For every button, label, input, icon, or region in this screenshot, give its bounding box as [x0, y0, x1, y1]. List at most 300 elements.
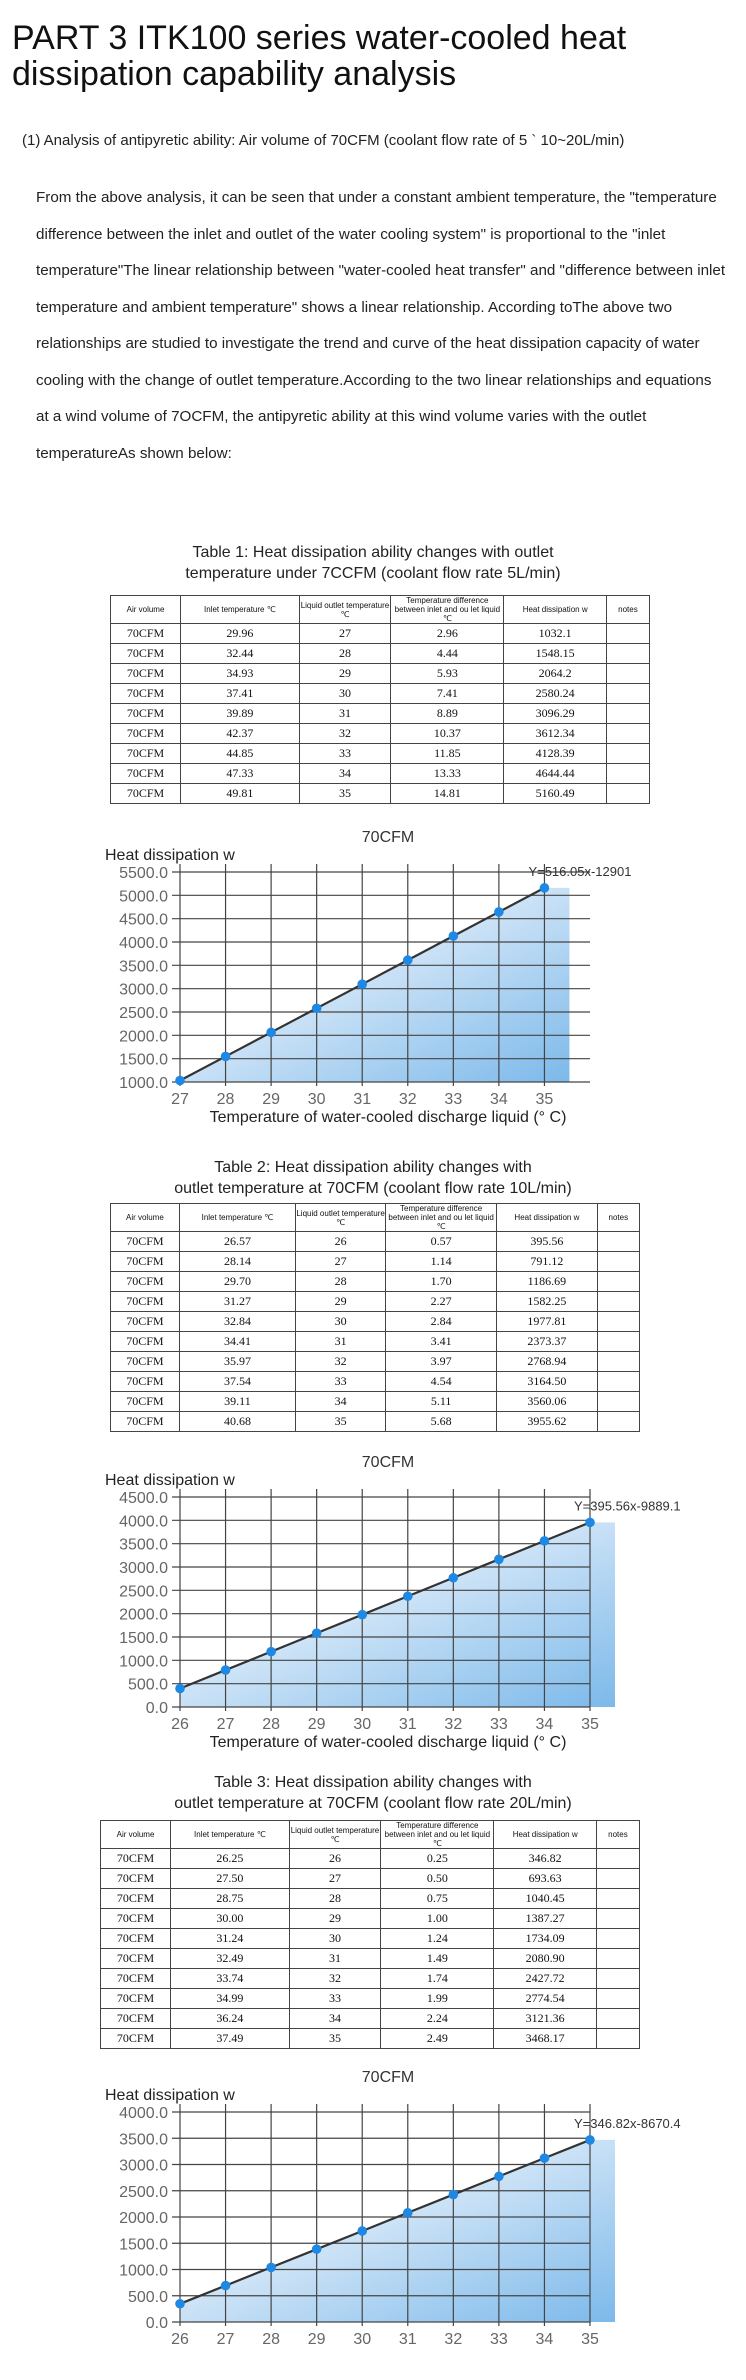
table-row [111, 664, 650, 684]
table-cell: 1.70 [386, 1272, 497, 1292]
table-row [111, 1232, 640, 1252]
table-cell [596, 2029, 639, 2049]
table-cell: 34.99 [171, 1989, 290, 2009]
table-1 [110, 595, 650, 804]
y-tick-label: 3000.0 [119, 981, 168, 999]
table-cell: 31.24 [171, 1929, 290, 1949]
chart-title: 70CFM [361, 829, 415, 846]
table-cell: 346.82 [494, 1849, 596, 1869]
table-cell: 1977.81 [497, 1312, 598, 1332]
table-cell: 29.70 [179, 1272, 295, 1292]
table-2-caption-line2: outlet temperature at 70CFM (coolant flow rate 10L/min) [174, 1180, 572, 1197]
data-point [266, 1028, 276, 1038]
y-tick-label: 2000.0 [119, 1606, 168, 1624]
table-1-caption-line2: temperature under 7CCFM (coolant flow rate 5L/min) [185, 565, 561, 582]
table-cell: 3.41 [386, 1332, 497, 1352]
table-cell: 0.75 [381, 1889, 494, 1909]
table-cell: 3121.36 [494, 2009, 596, 2029]
table-cell: 1.99 [381, 1989, 494, 2009]
table-cell: 2.24 [381, 2009, 494, 2029]
table-cell: 4.54 [386, 1372, 497, 1392]
table-cell: 29.96 [181, 624, 300, 644]
x-tick-label: 28 [216, 1091, 235, 1108]
table-cell [596, 1909, 639, 1929]
table-cell: 3096.29 [504, 704, 606, 724]
header-inlet-temperature: Inlet temperature ℃ [181, 596, 300, 624]
table-cell: 70CFM [111, 744, 181, 764]
chart-area-fill [180, 888, 569, 1082]
data-point [266, 1647, 276, 1657]
data-point [175, 1076, 185, 1086]
table-cell [596, 1929, 639, 1949]
table-cell: 33 [289, 1989, 381, 2009]
chart-area-fill [180, 2140, 615, 2322]
y-tick-label: 3000.0 [119, 2157, 168, 2175]
table-cell: 32.44 [181, 644, 300, 664]
table-cell: 0.50 [381, 1869, 494, 1889]
table-cell: 1032.1 [504, 624, 606, 644]
y-tick-label: 3000.0 [119, 1560, 168, 1577]
table-cell: 1387.27 [494, 1909, 596, 1929]
table-cell [597, 1372, 639, 1392]
table-cell: 70CFM [101, 1989, 171, 2009]
data-point [175, 1684, 185, 1694]
table-cell: 28.75 [171, 1889, 290, 1909]
x-tick-label: 31 [353, 1091, 372, 1108]
table-cell: 30 [289, 1929, 381, 1949]
table-row [111, 1292, 640, 1312]
table-1-caption-line1: Table 1: Heat dissipation ability changes with outlet [192, 544, 554, 561]
data-point [449, 2190, 459, 2200]
table-cell: 70CFM [111, 1232, 180, 1252]
table-cell [597, 1352, 639, 1372]
table-cell: 1.49 [381, 1949, 494, 1969]
header-temperature-difference: Temperature difference between inlet and ou let liquid ℃ [386, 1204, 497, 1232]
chart-title: 70CFM [361, 1454, 415, 1471]
y-tick-label: 3500.0 [119, 958, 168, 976]
table-cell: 29 [296, 1292, 386, 1312]
table-cell: 11.85 [391, 744, 504, 764]
table-cell [596, 1869, 639, 1889]
data-point [403, 955, 413, 965]
table-cell [597, 1232, 639, 1252]
table-cell: 1.00 [381, 1909, 494, 1929]
table-cell: 3.97 [386, 1352, 497, 1372]
table-cell [597, 1272, 639, 1292]
table-cell: 70CFM [111, 1332, 180, 1352]
x-tick-label: 35 [535, 1091, 554, 1108]
table-cell: 42.37 [181, 724, 300, 744]
header-air-volume: Air volume [111, 596, 181, 624]
table-row [101, 1989, 640, 2009]
table-cell: 791.12 [497, 1252, 598, 1272]
y-tick-label: 5000.0 [119, 888, 168, 906]
table-cell: 37.41 [181, 684, 300, 704]
x-tick-label: 31 [398, 1716, 417, 1733]
table-cell: 0.25 [381, 1849, 494, 1869]
y-tick-label: 4500.0 [119, 911, 168, 929]
table-3-caption-line1: Table 3: Heat dissipation ability changes with [214, 1774, 532, 1791]
table-cell: 70CFM [101, 1969, 171, 1989]
table-cell [597, 1412, 639, 1432]
table-cell: 70CFM [111, 644, 181, 664]
table-3-caption-line2: outlet temperature at 70CFM (coolant flow rate 20L/min) [174, 1795, 572, 1812]
table-cell: 35 [299, 784, 391, 804]
header-outlet-temperature: Liquid outlet temperature ℃ [289, 1821, 381, 1849]
x-tick-label: 32 [444, 1716, 463, 1733]
table-cell: 14.81 [391, 784, 504, 804]
table-cell: 28.14 [179, 1252, 295, 1272]
table-cell [597, 1292, 639, 1312]
x-tick-label: 26 [171, 1716, 189, 1733]
table-cell: 32 [289, 1969, 381, 1989]
section-subtitle: (1) Analysis of antipyretic ability: Air volume of 70CFM (coolant flow rate of 5 ` 10~20L/min) [22, 132, 625, 149]
table-cell: 30 [296, 1312, 386, 1332]
table-cell: 70CFM [111, 1392, 180, 1412]
table-cell [606, 644, 649, 664]
table-3 [100, 1820, 640, 2049]
table-cell: 1.24 [381, 1929, 494, 1949]
y-tick-label: 4000.0 [119, 1513, 168, 1531]
table-row [111, 1312, 640, 1332]
table-2-caption-line1: Table 2: Heat dissipation ability changes with [214, 1159, 532, 1176]
data-point [494, 907, 504, 917]
table-row [111, 784, 650, 804]
table-cell: 70CFM [111, 784, 181, 804]
data-point [540, 2153, 550, 2163]
data-point [585, 2135, 595, 2145]
y-tick-label: 1000.0 [119, 2262, 168, 2280]
table-cell: 2.84 [386, 1312, 497, 1332]
table-row [101, 1869, 640, 1889]
data-point [221, 2281, 231, 2291]
table-cell: 33.74 [171, 1969, 290, 1989]
x-tick-label: 32 [398, 1091, 417, 1108]
header-inlet-temperature: Inlet temperature ℃ [179, 1204, 295, 1232]
table-cell: 32.49 [171, 1949, 290, 1969]
y-tick-label: 0.0 [145, 2315, 168, 2332]
y-tick-label: 1500.0 [119, 1051, 168, 1069]
header-air-volume: Air volume [101, 1821, 171, 1849]
table-cell: 8.89 [391, 704, 504, 724]
table-cell: 31.27 [179, 1292, 295, 1312]
table-cell: 32 [296, 1352, 386, 1372]
y-tick-label: 1000.0 [119, 1075, 168, 1092]
header-outlet-temperature: Liquid outlet temperature ℃ [299, 596, 391, 624]
data-point [403, 2208, 413, 2218]
x-tick-label: 27 [171, 1091, 189, 1108]
table-cell: 29 [299, 664, 391, 684]
table-cell: 2064.2 [504, 664, 606, 684]
data-point [221, 1665, 231, 1675]
data-point [357, 979, 367, 989]
y-tick-label: 500.0 [127, 2288, 168, 2306]
table-header-row [101, 1821, 640, 1849]
y-tick-label: 2500.0 [119, 1005, 168, 1022]
table-cell [606, 724, 649, 744]
table-cell [606, 624, 649, 644]
header-outlet-temperature: Liquid outlet temperature ℃ [296, 1204, 386, 1232]
table-cell: 26 [289, 1849, 381, 1869]
table-row [111, 1412, 640, 1432]
table-cell: 4644.44 [504, 764, 606, 784]
table-cell: 2080.90 [494, 1949, 596, 1969]
table-cell: 70CFM [101, 1889, 171, 1909]
table-cell: 2427.72 [494, 1969, 596, 1989]
table-cell: 2373.37 [497, 1332, 598, 1352]
table-cell: 70CFM [111, 1312, 180, 1332]
y-tick-label: 4000.0 [119, 2105, 168, 2122]
table-cell: 5.68 [386, 1412, 497, 1432]
table-cell [596, 1949, 639, 1969]
table-cell [606, 764, 649, 784]
table-header-row [111, 1204, 640, 1232]
x-tick-label: 30 [307, 1091, 326, 1108]
x-tick-label: 35 [581, 2331, 599, 2348]
table-cell: 70CFM [101, 2029, 171, 2049]
y-axis-label: Heat dissipation w [105, 1472, 235, 1489]
table-cell: 28 [289, 1889, 381, 1909]
table-cell: 70CFM [111, 1272, 180, 1292]
x-tick-label: 27 [216, 1716, 235, 1733]
table-row [101, 2029, 640, 2049]
table-cell: 1040.45 [494, 1889, 596, 1909]
chart-3 [0, 2060, 746, 2380]
data-point [540, 1536, 550, 1546]
table-row [111, 1372, 640, 1392]
table-cell: 31 [299, 704, 391, 724]
table-row [111, 744, 650, 764]
y-axis-label: Heat dissipation w [105, 847, 235, 864]
table-cell: 7.41 [391, 684, 504, 704]
table-cell: 37.54 [179, 1372, 295, 1392]
table-row [111, 704, 650, 724]
trendline-equation: Y=516.05x-12901 [528, 863, 632, 879]
table-row [101, 1849, 640, 1869]
table-cell: 3560.06 [497, 1392, 598, 1412]
table-cell: 32 [299, 724, 391, 744]
table-cell: 26.57 [179, 1232, 295, 1252]
table-cell: 3468.17 [494, 2029, 596, 2049]
table-row [111, 1332, 640, 1352]
table-cell [606, 684, 649, 704]
x-tick-label: 29 [307, 2331, 326, 2348]
y-tick-label: 2000.0 [119, 2210, 168, 2227]
y-tick-label: 2000.0 [119, 1028, 168, 1046]
table-cell: 36.24 [171, 2009, 290, 2029]
header-temperature-difference: Temperature difference between inlet and ou let liquid ℃ [381, 1821, 494, 1849]
x-tick-label: 33 [489, 2331, 508, 2348]
table-row [111, 1272, 640, 1292]
table-cell: 39.11 [179, 1392, 295, 1412]
table-row [101, 1949, 640, 1969]
table-cell: 26.25 [171, 1849, 290, 1869]
table-cell: 29 [289, 1909, 381, 1929]
x-tick-label: 34 [489, 1091, 508, 1108]
table-row [111, 764, 650, 784]
table-row [111, 644, 650, 664]
table-cell: 0.57 [386, 1232, 497, 1252]
data-point [585, 1518, 595, 1528]
table-cell: 70CFM [101, 1849, 171, 1869]
table-cell [597, 1392, 639, 1412]
x-tick-label: 33 [489, 1716, 508, 1733]
table-3-caption [0, 1772, 746, 1814]
data-point [221, 1052, 231, 1062]
y-axis-label: Heat dissipation w [105, 2087, 235, 2104]
table-cell: 35 [289, 2029, 381, 2049]
data-point [494, 2172, 504, 2182]
table-row [111, 724, 650, 744]
header-temperature-difference: Temperature difference between inlet and ou let liquid ℃ [391, 596, 504, 624]
header-heat-dissipation: Heat dissipation w [497, 1204, 598, 1232]
table-cell: 1548.15 [504, 644, 606, 664]
table-cell: 34.93 [181, 664, 300, 684]
y-tick-label: 500.0 [127, 1676, 168, 1694]
table-cell: 2.49 [381, 2029, 494, 2049]
x-tick-label: 32 [444, 2331, 463, 2348]
x-tick-label: 33 [444, 1091, 463, 1108]
data-point [312, 2244, 322, 2254]
trendline-equation: Y=346.82x-8670.4 [574, 2115, 681, 2131]
table-2-caption [0, 1157, 746, 1199]
table-cell: 34 [296, 1392, 386, 1412]
table-cell: 3164.50 [497, 1372, 598, 1392]
data-point [449, 1573, 459, 1583]
y-tick-label: 3500.0 [119, 2131, 168, 2149]
table-cell: 693.63 [494, 1869, 596, 1889]
table-cell [597, 1252, 639, 1272]
x-tick-label: 35 [581, 1716, 599, 1733]
table-cell [596, 2009, 639, 2029]
x-tick-label: 30 [353, 2331, 372, 2348]
table-cell: 1734.09 [494, 1929, 596, 1949]
table-cell: 49.81 [181, 784, 300, 804]
table-cell: 37.49 [171, 2029, 290, 2049]
data-point [312, 1628, 322, 1638]
table-cell: 39.89 [181, 704, 300, 724]
data-point [403, 1591, 413, 1601]
table-cell: 70CFM [111, 1252, 180, 1272]
table-cell: 70CFM [111, 684, 181, 704]
table-cell: 32.84 [179, 1312, 295, 1332]
y-tick-label: 4000.0 [119, 935, 168, 952]
table-cell [596, 1849, 639, 1869]
table-cell: 44.85 [181, 744, 300, 764]
table-row [101, 1889, 640, 1909]
table-cell: 5160.49 [504, 784, 606, 804]
table-cell: 30.00 [171, 1909, 290, 1929]
table-row [111, 1392, 640, 1412]
table-cell: 70CFM [101, 1949, 171, 1969]
table-cell [606, 784, 649, 804]
table-cell [606, 744, 649, 764]
table-cell: 70CFM [111, 624, 181, 644]
y-tick-label: 5500.0 [119, 865, 168, 882]
table-cell: 28 [296, 1272, 386, 1292]
intro-paragraph: From the above analysis, it can be seen that under a constant ambient temperature, the "temperature difference between the inlet and outlet of the water cooling system" is proportional to the "inlet temperature"The linear relationship between "water-cooled heat transfer" and "difference between inlet temperature and ambient temperature" shows a linear relationship. According toThe above two relationships are studied to investigate the trend and curve of the heat dissipation capacity of water cooling with the change of outlet temperature.According to the two linear relationships and equations at a wind volume of 7OCFM, the antipyretic ability at this wind volume varies with the outlet temperatureAs shown below: [36, 189, 726, 462]
table-cell: 34.41 [179, 1332, 295, 1352]
page-title: PART 3 ITK100 series water-cooled heat dissipation capability analysis [12, 19, 627, 93]
table-cell: 35 [296, 1412, 386, 1432]
table-cell: 1.74 [381, 1969, 494, 1989]
table-cell [596, 1889, 639, 1909]
x-tick-label: 31 [398, 2331, 417, 2348]
table-cell: 2580.24 [504, 684, 606, 704]
trendline-equation: Y=395.56x-9889.1 [574, 1498, 681, 1514]
chart-area-fill [180, 1522, 615, 1707]
table-cell: 27 [296, 1252, 386, 1272]
table-cell: 1582.25 [497, 1292, 598, 1312]
data-point [540, 883, 550, 893]
x-tick-label: 28 [262, 1716, 281, 1733]
table-cell: 34 [299, 764, 391, 784]
table-cell: 40.68 [179, 1412, 295, 1432]
table-cell: 70CFM [111, 724, 181, 744]
table-cell: 27 [289, 1869, 381, 1889]
table-cell: 2.96 [391, 624, 504, 644]
table-cell: 5.11 [386, 1392, 497, 1412]
y-tick-label: 1500.0 [119, 1630, 168, 1647]
table-cell: 34 [289, 2009, 381, 2029]
table-cell: 33 [299, 744, 391, 764]
table-cell [597, 1312, 639, 1332]
chart-2 [0, 1445, 746, 1775]
table-cell: 26 [296, 1232, 386, 1252]
x-tick-label: 29 [307, 1716, 326, 1733]
header-air-volume: Air volume [111, 1204, 180, 1232]
x-tick-label: 27 [216, 2331, 235, 2348]
table-header-row [111, 596, 650, 624]
table-cell: 35.97 [179, 1352, 295, 1372]
table-cell: 4.44 [391, 644, 504, 664]
data-point [494, 1555, 504, 1565]
table-cell: 70CFM [111, 764, 181, 784]
data-point [266, 2263, 276, 2273]
x-tick-label: 34 [535, 2331, 554, 2348]
table-cell: 70CFM [101, 1909, 171, 1929]
chart-1 [0, 820, 746, 1150]
header-heat-dissipation: Heat dissipation w [494, 1821, 596, 1849]
table-cell: 70CFM [101, 2009, 171, 2029]
table-row [101, 1929, 640, 1949]
table-cell: 70CFM [111, 704, 181, 724]
y-tick-label: 1000.0 [119, 1653, 168, 1671]
x-axis-label: Temperature of water-cooled discharge liquid (° C) [209, 1734, 567, 1751]
header-notes: notes [596, 1821, 639, 1849]
table-cell: 70CFM [111, 1352, 180, 1372]
data-point [312, 1003, 322, 1013]
table-row [101, 2009, 640, 2029]
table-cell: 10.37 [391, 724, 504, 744]
table-cell: 13.33 [391, 764, 504, 784]
table-cell: 31 [289, 1949, 381, 1969]
table-cell: 70CFM [101, 1929, 171, 1949]
table-cell: 33 [296, 1372, 386, 1392]
x-tick-label: 28 [262, 2331, 281, 2348]
table-cell: 2768.94 [497, 1352, 598, 1372]
table-row [101, 1969, 640, 1989]
data-point [357, 2226, 367, 2236]
table-cell: 395.56 [497, 1232, 598, 1252]
table-cell: 31 [296, 1332, 386, 1352]
table-cell: 2774.54 [494, 1989, 596, 2009]
table-row [111, 624, 650, 644]
y-tick-label: 0.0 [145, 1700, 168, 1717]
y-tick-label: 2500.0 [119, 2183, 168, 2201]
header-inlet-temperature: Inlet temperature ℃ [171, 1821, 290, 1849]
data-point [357, 1610, 367, 1620]
